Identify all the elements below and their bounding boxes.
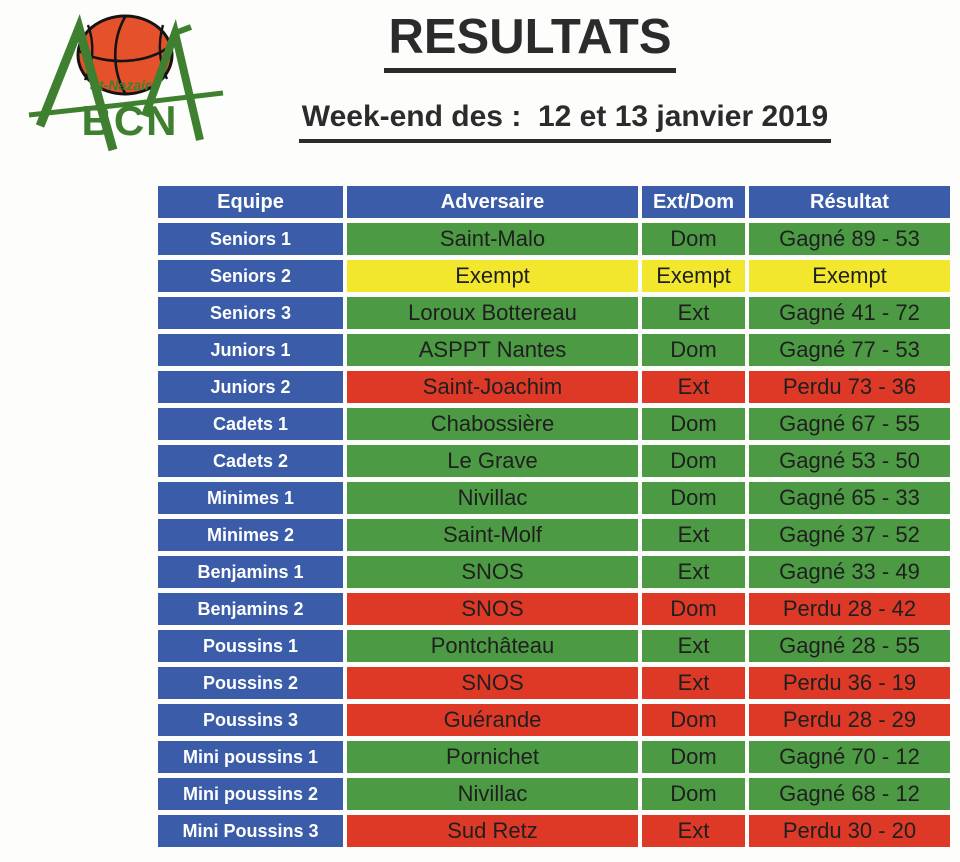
venue-cell: Ext <box>642 297 745 329</box>
venue-cell: Ext <box>642 630 745 662</box>
result-cell: Perdu 36 - 19 <box>749 667 950 699</box>
result-cell: Gagné 28 - 55 <box>749 630 950 662</box>
result-cell: Gagné 77 - 53 <box>749 334 950 366</box>
column-header-ext-dom: Ext/Dom <box>642 186 745 218</box>
results-table <box>158 186 950 847</box>
venue-cell: Dom <box>642 704 745 736</box>
logo-city-label: St-Nazaire <box>89 77 159 93</box>
team-cell: Minimes 1 <box>158 482 343 514</box>
result-cell: Gagné 70 - 12 <box>749 741 950 773</box>
venue-cell: Dom <box>642 223 745 255</box>
team-cell: Seniors 3 <box>158 297 343 329</box>
result-cell: Perdu 30 - 20 <box>749 815 950 847</box>
opponent-cell: Nivillac <box>347 778 638 810</box>
opponent-cell: Le Grave <box>347 445 638 477</box>
team-cell: Mini poussins 2 <box>158 778 343 810</box>
opponent-cell: SNOS <box>347 667 638 699</box>
opponent-cell: Saint-Joachim <box>347 371 638 403</box>
opponent-cell: Chabossière <box>347 408 638 440</box>
venue-cell: Exempt <box>642 260 745 292</box>
opponent-cell: Nivillac <box>347 482 638 514</box>
result-cell: Gagné 41 - 72 <box>749 297 950 329</box>
result-cell: Gagné 53 - 50 <box>749 445 950 477</box>
venue-cell: Dom <box>642 778 745 810</box>
result-cell: Perdu 73 - 36 <box>749 371 950 403</box>
result-cell: Gagné 37 - 52 <box>749 519 950 551</box>
subtitle-block <box>170 100 960 143</box>
result-cell: Gagné 65 - 33 <box>749 482 950 514</box>
venue-cell: Ext <box>642 815 745 847</box>
venue-cell: Ext <box>642 519 745 551</box>
opponent-cell: Loroux Bottereau <box>347 297 638 329</box>
venue-cell: Dom <box>642 445 745 477</box>
page-subtitle: Week-end des : 12 et 13 janvier 2019 <box>299 100 831 143</box>
column-header-adversaire: Adversaire <box>347 186 638 218</box>
opponent-cell: Exempt <box>347 260 638 292</box>
team-cell: Seniors 2 <box>158 260 343 292</box>
venue-cell: Dom <box>642 593 745 625</box>
team-cell: Benjamins 1 <box>158 556 343 588</box>
team-cell: Juniors 2 <box>158 371 343 403</box>
page-title: RESULTATS <box>384 10 675 73</box>
opponent-cell: Saint-Molf <box>347 519 638 551</box>
column-header-resultat: Résultat <box>749 186 950 218</box>
opponent-cell: Pontchâteau <box>347 630 638 662</box>
team-cell: Poussins 2 <box>158 667 343 699</box>
team-cell: Seniors 1 <box>158 223 343 255</box>
result-cell: Exempt <box>749 260 950 292</box>
venue-cell: Ext <box>642 667 745 699</box>
opponent-cell: SNOS <box>347 593 638 625</box>
team-cell: Cadets 1 <box>158 408 343 440</box>
column-header-equipe: Equipe <box>158 186 343 218</box>
venue-cell: Dom <box>642 741 745 773</box>
opponent-cell: ASPPT Nantes <box>347 334 638 366</box>
title-block <box>320 10 740 73</box>
team-cell: Poussins 1 <box>158 630 343 662</box>
team-cell: Mini Poussins 3 <box>158 815 343 847</box>
result-cell: Gagné 33 - 49 <box>749 556 950 588</box>
team-cell: Poussins 3 <box>158 704 343 736</box>
team-cell: Juniors 1 <box>158 334 343 366</box>
opponent-cell: Guérande <box>347 704 638 736</box>
team-cell: Mini poussins 1 <box>158 741 343 773</box>
venue-cell: Dom <box>642 334 745 366</box>
venue-cell: Dom <box>642 408 745 440</box>
opponent-cell: Pornichet <box>347 741 638 773</box>
result-cell: Perdu 28 - 42 <box>749 593 950 625</box>
team-cell: Benjamins 2 <box>158 593 343 625</box>
opponent-cell: Sud Retz <box>347 815 638 847</box>
opponent-cell: Saint-Malo <box>347 223 638 255</box>
venue-cell: Ext <box>642 371 745 403</box>
result-cell: Perdu 28 - 29 <box>749 704 950 736</box>
opponent-cell: SNOS <box>347 556 638 588</box>
result-cell: Gagné 89 - 53 <box>749 223 950 255</box>
logo-club-label: BCN <box>81 97 179 144</box>
team-cell: Minimes 2 <box>158 519 343 551</box>
result-cell: Gagné 68 - 12 <box>749 778 950 810</box>
result-cell: Gagné 67 - 55 <box>749 408 950 440</box>
venue-cell: Ext <box>642 556 745 588</box>
venue-cell: Dom <box>642 482 745 514</box>
team-cell: Cadets 2 <box>158 445 343 477</box>
